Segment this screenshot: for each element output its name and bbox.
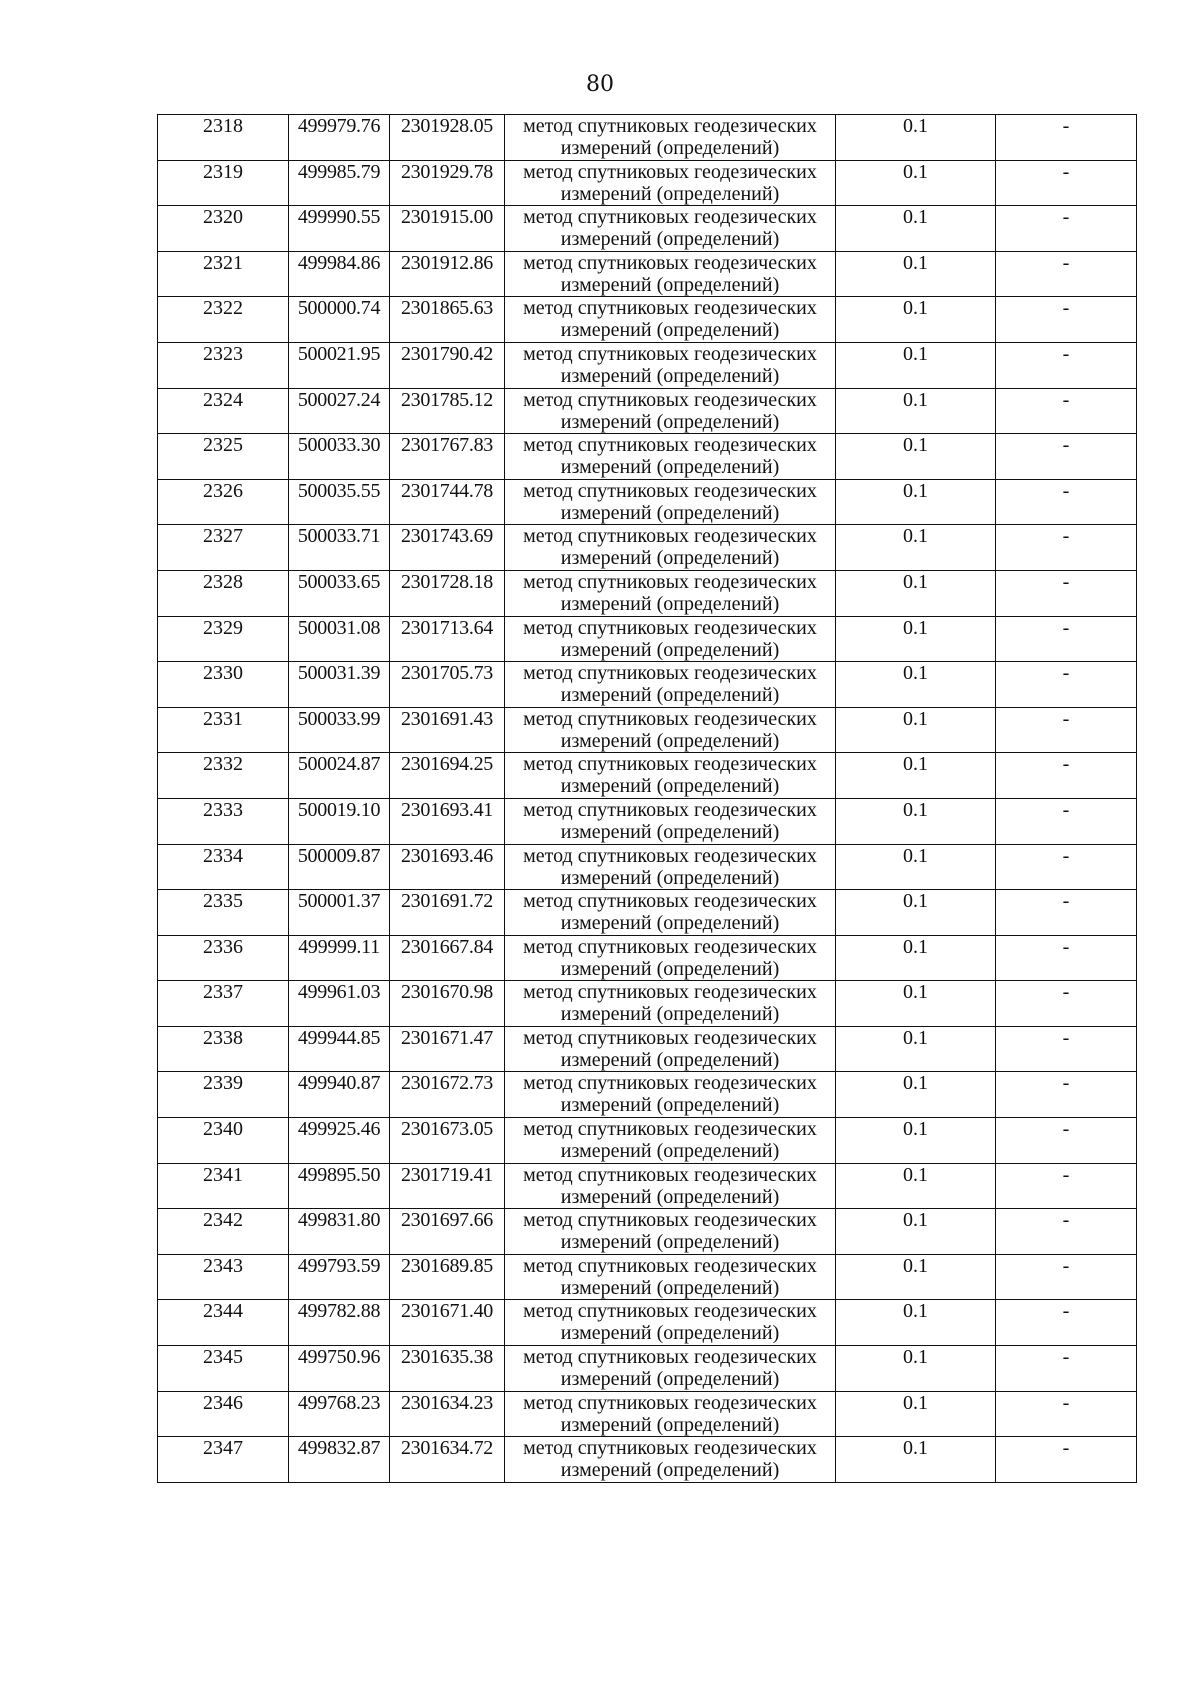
accuracy-cell: 0.1 [836, 662, 996, 708]
table-row [158, 342, 1137, 388]
accuracy-cell: 0.1 [836, 935, 996, 981]
x-coordinate-cell: 499832.87 [289, 1437, 390, 1483]
x-coordinate-cell: 499782.88 [289, 1300, 390, 1346]
table-row [158, 570, 1137, 616]
accuracy-cell: 0.1 [836, 525, 996, 571]
method-line-2: измерений (определений) [560, 319, 780, 342]
method-line-2: измерений (определений) [560, 1231, 780, 1254]
method-line-2: измерений (определений) [560, 820, 780, 843]
extra-cell: - [996, 1072, 1137, 1118]
point-number-cell: 2321 [158, 251, 289, 297]
method-cell [505, 570, 836, 616]
extra-cell: - [996, 935, 1137, 981]
method-cell [505, 1026, 836, 1072]
method-line-2: измерений (определений) [560, 547, 780, 570]
page-number: 80 [586, 72, 614, 97]
method-line-1: метод спутниковых геодезических [523, 707, 817, 730]
method-cell [505, 1391, 836, 1437]
point-number-cell: 2344 [158, 1300, 289, 1346]
table-row [158, 525, 1137, 571]
y-coordinate-cell: 2301634.23 [390, 1391, 505, 1437]
extra-cell: - [996, 616, 1137, 662]
method-line-2: измерений (определений) [560, 456, 780, 479]
table-row [158, 1300, 1137, 1346]
method-cell [505, 1209, 836, 1255]
method-line-1: метод спутниковых геодезических [523, 251, 817, 274]
accuracy-cell: 0.1 [836, 844, 996, 890]
y-coordinate-cell: 2301719.41 [390, 1163, 505, 1209]
y-coordinate-cell: 2301635.38 [390, 1346, 505, 1392]
method-line-1: метод спутниковых геодезических [523, 1072, 817, 1095]
x-coordinate-cell: 500001.37 [289, 890, 390, 936]
method-line-2: измерений (определений) [560, 1413, 780, 1436]
method-line-1: метод спутниковых геодезических [523, 434, 817, 457]
point-number-cell: 2325 [158, 434, 289, 480]
extra-cell: - [996, 297, 1137, 343]
y-coordinate-cell: 2301694.25 [390, 753, 505, 799]
method-cell [505, 662, 836, 708]
accuracy-cell: 0.1 [836, 981, 996, 1027]
extra-cell: - [996, 662, 1137, 708]
extra-cell: - [996, 981, 1137, 1027]
accuracy-cell: 0.1 [836, 434, 996, 480]
method-cell [505, 525, 836, 571]
extra-cell: - [996, 115, 1137, 161]
extra-cell: - [996, 160, 1137, 206]
method-line-1: метод спутниковых геодезических [523, 890, 817, 913]
table-row [158, 160, 1137, 206]
x-coordinate-cell: 500033.30 [289, 434, 390, 480]
point-number-cell: 2345 [158, 1346, 289, 1392]
point-number-cell: 2347 [158, 1437, 289, 1483]
method-line-1: метод спутниковых геодезических [523, 1209, 817, 1232]
table-row [158, 1026, 1137, 1072]
point-number-cell: 2331 [158, 707, 289, 753]
extra-cell: - [996, 1026, 1137, 1072]
table-row [158, 707, 1137, 753]
method-line-1: метод спутниковых геодезических [523, 160, 817, 183]
x-coordinate-cell: 500021.95 [289, 342, 390, 388]
method-cell [505, 1163, 836, 1209]
accuracy-cell: 0.1 [836, 1163, 996, 1209]
method-line-2: измерений (определений) [560, 957, 780, 980]
x-coordinate-cell: 499990.55 [289, 206, 390, 252]
method-line-2: измерений (определений) [560, 501, 780, 524]
extra-cell: - [996, 1163, 1137, 1209]
point-number-cell: 2320 [158, 206, 289, 252]
method-cell [505, 707, 836, 753]
accuracy-cell: 0.1 [836, 115, 996, 161]
extra-cell: - [996, 570, 1137, 616]
method-line-2: измерений (определений) [560, 866, 780, 889]
method-line-2: измерений (определений) [560, 273, 780, 296]
method-line-2: измерений (определений) [560, 228, 780, 251]
y-coordinate-cell: 2301915.00 [390, 206, 505, 252]
extra-cell: - [996, 525, 1137, 571]
accuracy-cell: 0.1 [836, 251, 996, 297]
x-coordinate-cell: 500035.55 [289, 479, 390, 525]
method-line-2: измерений (определений) [560, 137, 780, 159]
extra-cell: - [996, 890, 1137, 936]
table-row [158, 1254, 1137, 1300]
x-coordinate-cell: 500031.08 [289, 616, 390, 662]
method-line-1: метод спутниковых геодезических [523, 1346, 817, 1369]
table-row [158, 1118, 1137, 1164]
method-cell [505, 1072, 836, 1118]
extra-cell: - [996, 479, 1137, 525]
accuracy-cell: 0.1 [836, 753, 996, 799]
method-line-1: метод спутниковых геодезических [523, 115, 817, 137]
method-cell [505, 798, 836, 844]
method-line-2: измерений (определений) [560, 1276, 780, 1299]
accuracy-cell: 0.1 [836, 1346, 996, 1392]
method-line-1: метод спутниковых геодезических [523, 206, 817, 229]
coordinates-table-body [158, 115, 1137, 1483]
table-row [158, 434, 1137, 480]
table-row [158, 388, 1137, 434]
y-coordinate-cell: 2301743.69 [390, 525, 505, 571]
table-row [158, 890, 1137, 936]
method-cell [505, 297, 836, 343]
extra-cell: - [996, 434, 1137, 480]
extra-cell: - [996, 1300, 1137, 1346]
table-row [158, 1163, 1137, 1209]
method-cell [505, 616, 836, 662]
method-line-1: метод спутниковых геодезических [523, 525, 817, 548]
table-row [158, 981, 1137, 1027]
point-number-cell: 2327 [158, 525, 289, 571]
y-coordinate-cell: 2301744.78 [390, 479, 505, 525]
table-row [158, 798, 1137, 844]
accuracy-cell: 0.1 [836, 479, 996, 525]
point-number-cell: 2340 [158, 1118, 289, 1164]
method-line-2: измерений (определений) [560, 912, 780, 935]
table-row [158, 297, 1137, 343]
y-coordinate-cell: 2301691.72 [390, 890, 505, 936]
method-cell [505, 160, 836, 206]
x-coordinate-cell: 499831.80 [289, 1209, 390, 1255]
method-line-2: измерений (определений) [560, 1094, 780, 1117]
point-number-cell: 2329 [158, 616, 289, 662]
method-cell [505, 1254, 836, 1300]
table-row [158, 662, 1137, 708]
point-number-cell: 2343 [158, 1254, 289, 1300]
method-cell [505, 251, 836, 297]
method-line-2: измерений (определений) [560, 410, 780, 433]
extra-cell: - [996, 1209, 1137, 1255]
y-coordinate-cell: 2301671.40 [390, 1300, 505, 1346]
table-row [158, 1391, 1137, 1437]
y-coordinate-cell: 2301693.41 [390, 798, 505, 844]
table-row [158, 753, 1137, 799]
method-line-2: измерений (определений) [560, 775, 780, 798]
method-cell [505, 981, 836, 1027]
y-coordinate-cell: 2301689.85 [390, 1254, 505, 1300]
method-cell [505, 342, 836, 388]
y-coordinate-cell: 2301691.43 [390, 707, 505, 753]
method-line-1: метод спутниковых геодезических [523, 1300, 817, 1323]
point-number-cell: 2332 [158, 753, 289, 799]
method-line-2: измерений (определений) [560, 182, 780, 205]
accuracy-cell: 0.1 [836, 798, 996, 844]
extra-cell: - [996, 1437, 1137, 1483]
x-coordinate-cell: 500027.24 [289, 388, 390, 434]
x-coordinate-cell: 499895.50 [289, 1163, 390, 1209]
table-row [158, 115, 1137, 161]
accuracy-cell: 0.1 [836, 1072, 996, 1118]
extra-cell: - [996, 1254, 1137, 1300]
x-coordinate-cell: 500019.10 [289, 798, 390, 844]
x-coordinate-cell: 500031.39 [289, 662, 390, 708]
point-number-cell: 2323 [158, 342, 289, 388]
extra-cell: - [996, 1346, 1137, 1392]
x-coordinate-cell: 499768.23 [289, 1391, 390, 1437]
y-coordinate-cell: 2301785.12 [390, 388, 505, 434]
method-line-1: метод спутниковых геодезических [523, 297, 817, 320]
point-number-cell: 2319 [158, 160, 289, 206]
y-coordinate-cell: 2301865.63 [390, 297, 505, 343]
method-line-1: метод спутниковых геодезических [523, 662, 817, 685]
x-coordinate-cell: 500009.87 [289, 844, 390, 890]
method-line-2: измерений (определений) [560, 638, 780, 661]
y-coordinate-cell: 2301672.73 [390, 1072, 505, 1118]
y-coordinate-cell: 2301673.05 [390, 1118, 505, 1164]
x-coordinate-cell: 499979.76 [289, 115, 390, 161]
method-cell [505, 935, 836, 981]
y-coordinate-cell: 2301693.46 [390, 844, 505, 890]
point-number-cell: 2342 [158, 1209, 289, 1255]
x-coordinate-cell: 499985.79 [289, 160, 390, 206]
point-number-cell: 2322 [158, 297, 289, 343]
method-cell [505, 890, 836, 936]
extra-cell: - [996, 206, 1137, 252]
accuracy-cell: 0.1 [836, 1437, 996, 1483]
x-coordinate-cell: 499793.59 [289, 1254, 390, 1300]
point-number-cell: 2333 [158, 798, 289, 844]
method-line-2: измерений (определений) [560, 684, 780, 707]
accuracy-cell: 0.1 [836, 570, 996, 616]
y-coordinate-cell: 2301705.73 [390, 662, 505, 708]
accuracy-cell: 0.1 [836, 342, 996, 388]
method-cell [505, 1118, 836, 1164]
method-line-2: измерений (определений) [560, 364, 780, 387]
y-coordinate-cell: 2301697.66 [390, 1209, 505, 1255]
method-line-2: измерений (определений) [560, 1185, 780, 1208]
method-line-1: метод спутниковых геодезических [523, 388, 817, 411]
table-row [158, 1209, 1137, 1255]
method-line-2: измерений (определений) [560, 1322, 780, 1345]
extra-cell: - [996, 798, 1137, 844]
accuracy-cell: 0.1 [836, 1391, 996, 1437]
table-row [158, 479, 1137, 525]
method-cell [505, 1437, 836, 1483]
method-cell [505, 844, 836, 890]
y-coordinate-cell: 2301928.05 [390, 115, 505, 161]
method-line-1: метод спутниковых геодезических [523, 798, 817, 821]
x-coordinate-cell: 499925.46 [289, 1118, 390, 1164]
table-row [158, 1346, 1137, 1392]
method-line-1: метод спутниковых геодезических [523, 1391, 817, 1414]
extra-cell: - [996, 1391, 1137, 1437]
point-number-cell: 2330 [158, 662, 289, 708]
method-line-1: метод спутниковых геодезических [523, 616, 817, 639]
x-coordinate-cell: 499961.03 [289, 981, 390, 1027]
y-coordinate-cell: 2301670.98 [390, 981, 505, 1027]
method-line-1: метод спутниковых геодезических [523, 753, 817, 776]
method-line-1: метод спутниковых геодезических [523, 1437, 817, 1460]
extra-cell: - [996, 1118, 1137, 1164]
table-row [158, 1072, 1137, 1118]
point-number-cell: 2341 [158, 1163, 289, 1209]
table-row [158, 1437, 1137, 1483]
accuracy-cell: 0.1 [836, 707, 996, 753]
point-number-cell: 2338 [158, 1026, 289, 1072]
point-number-cell: 2335 [158, 890, 289, 936]
method-line-1: метод спутниковых геодезических [523, 1118, 817, 1141]
table-row [158, 935, 1137, 981]
accuracy-cell: 0.1 [836, 616, 996, 662]
method-line-2: измерений (определений) [560, 1048, 780, 1071]
method-cell [505, 115, 836, 161]
x-coordinate-cell: 500024.87 [289, 753, 390, 799]
y-coordinate-cell: 2301634.72 [390, 1437, 505, 1483]
method-line-1: метод спутниковых геодезических [523, 479, 817, 502]
method-cell [505, 479, 836, 525]
x-coordinate-cell: 499750.96 [289, 1346, 390, 1392]
method-line-1: метод спутниковых геодезических [523, 1254, 817, 1277]
method-line-1: метод спутниковых геодезических [523, 935, 817, 958]
point-number-cell: 2337 [158, 981, 289, 1027]
accuracy-cell: 0.1 [836, 1254, 996, 1300]
accuracy-cell: 0.1 [836, 1300, 996, 1346]
method-line-1: метод спутниковых геодезических [523, 1026, 817, 1049]
method-cell [505, 1346, 836, 1392]
x-coordinate-cell: 499944.85 [289, 1026, 390, 1072]
point-number-cell: 2336 [158, 935, 289, 981]
accuracy-cell: 0.1 [836, 1026, 996, 1072]
method-line-1: метод спутниковых геодезических [523, 570, 817, 593]
method-line-1: метод спутниковых геодезических [523, 981, 817, 1004]
method-line-2: измерений (определений) [560, 729, 780, 752]
coordinates-table [157, 114, 1137, 1483]
extra-cell: - [996, 251, 1137, 297]
extra-cell: - [996, 388, 1137, 434]
method-line-2: измерений (определений) [560, 592, 780, 615]
point-number-cell: 2326 [158, 479, 289, 525]
table-row [158, 251, 1137, 297]
extra-cell: - [996, 707, 1137, 753]
accuracy-cell: 0.1 [836, 388, 996, 434]
method-cell [505, 1300, 836, 1346]
point-number-cell: 2318 [158, 115, 289, 161]
accuracy-cell: 0.1 [836, 1118, 996, 1164]
x-coordinate-cell: 500033.65 [289, 570, 390, 616]
method-cell [505, 434, 836, 480]
method-cell [505, 206, 836, 252]
extra-cell: - [996, 844, 1137, 890]
x-coordinate-cell: 499999.11 [289, 935, 390, 981]
method-line-2: измерений (определений) [560, 1140, 780, 1163]
method-cell [505, 753, 836, 799]
y-coordinate-cell: 2301929.78 [390, 160, 505, 206]
method-line-1: метод спутниковых геодезических [523, 844, 817, 867]
accuracy-cell: 0.1 [836, 1209, 996, 1255]
y-coordinate-cell: 2301728.18 [390, 570, 505, 616]
point-number-cell: 2339 [158, 1072, 289, 1118]
y-coordinate-cell: 2301713.64 [390, 616, 505, 662]
point-number-cell: 2334 [158, 844, 289, 890]
y-coordinate-cell: 2301767.83 [390, 434, 505, 480]
method-line-1: метод спутниковых геодезических [523, 342, 817, 365]
accuracy-cell: 0.1 [836, 206, 996, 252]
table-row [158, 206, 1137, 252]
y-coordinate-cell: 2301912.86 [390, 251, 505, 297]
x-coordinate-cell: 499984.86 [289, 251, 390, 297]
x-coordinate-cell: 500000.74 [289, 297, 390, 343]
method-line-2: измерений (определений) [560, 1459, 780, 1482]
method-line-2: измерений (определений) [560, 1003, 780, 1026]
point-number-cell: 2328 [158, 570, 289, 616]
accuracy-cell: 0.1 [836, 160, 996, 206]
x-coordinate-cell: 500033.99 [289, 707, 390, 753]
method-line-2: измерений (определений) [560, 1368, 780, 1391]
accuracy-cell: 0.1 [836, 297, 996, 343]
x-coordinate-cell: 499940.87 [289, 1072, 390, 1118]
point-number-cell: 2346 [158, 1391, 289, 1437]
y-coordinate-cell: 2301671.47 [390, 1026, 505, 1072]
extra-cell: - [996, 753, 1137, 799]
accuracy-cell: 0.1 [836, 890, 996, 936]
y-coordinate-cell: 2301790.42 [390, 342, 505, 388]
method-cell [505, 388, 836, 434]
y-coordinate-cell: 2301667.84 [390, 935, 505, 981]
table-row [158, 616, 1137, 662]
point-number-cell: 2324 [158, 388, 289, 434]
extra-cell: - [996, 342, 1137, 388]
x-coordinate-cell: 500033.71 [289, 525, 390, 571]
table-row [158, 844, 1137, 890]
method-line-1: метод спутниковых геодезических [523, 1163, 817, 1186]
